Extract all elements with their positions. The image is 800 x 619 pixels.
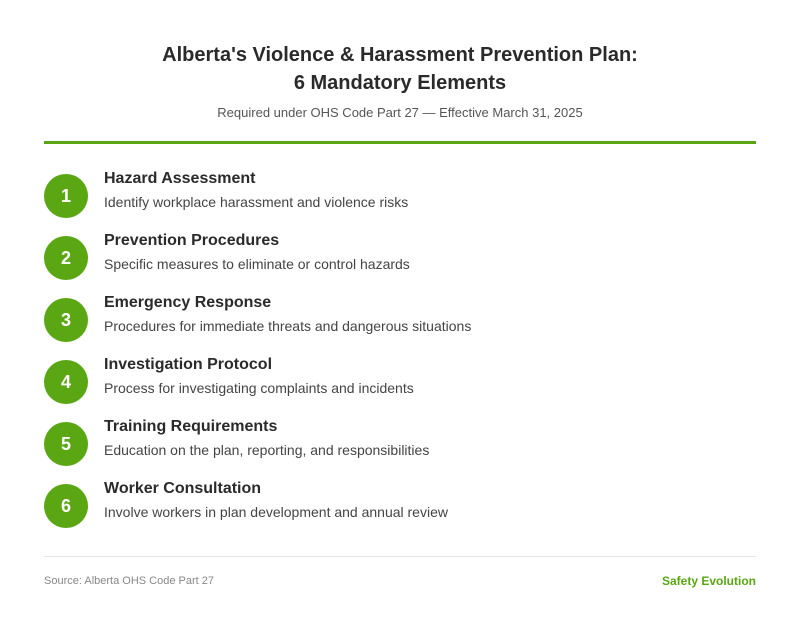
item-description: Specific measures to eliminate or control hazards xyxy=(104,256,410,272)
footer-divider xyxy=(44,556,756,557)
source-note: Source: Alberta OHS Code Part 27 xyxy=(44,575,214,587)
item-title: Emergency Response xyxy=(104,294,272,311)
header-divider xyxy=(44,141,756,144)
number-badge: 1 xyxy=(44,174,88,218)
title-line-2: 6 Mandatory Elements xyxy=(293,72,507,94)
item-description: Process for investigating complaints and incidents xyxy=(104,380,414,396)
title-line-1: Alberta's Violence & Harassment Prevention Plan: xyxy=(162,44,638,66)
number-badge: 2 xyxy=(44,236,88,280)
number-badge: 3 xyxy=(44,298,88,342)
list-item xyxy=(44,480,756,530)
number-badge: 4 xyxy=(44,360,88,404)
item-description: Procedures for immediate threats and dangerous situations xyxy=(104,318,472,334)
number-badge: 5 xyxy=(44,422,88,466)
subtitle: Required under OHS Code Part 27 — Effective March 31, 2025 xyxy=(217,105,583,120)
list-item xyxy=(44,170,756,220)
item-title: Prevention Procedures xyxy=(104,232,280,249)
item-title: Investigation Protocol xyxy=(104,356,273,373)
item-description: Involve workers in plan development and annual review xyxy=(104,504,448,520)
brand-name: Safety Evolution xyxy=(661,574,756,588)
list-item xyxy=(44,232,756,282)
number-badge: 6 xyxy=(44,484,88,528)
list-item xyxy=(44,418,756,468)
list-item xyxy=(44,356,756,406)
item-title: Hazard Assessment xyxy=(104,170,256,187)
item-description: Education on the plan, reporting, and responsibilities xyxy=(104,442,430,458)
page-title xyxy=(0,41,800,97)
item-title: Worker Consultation xyxy=(104,480,262,497)
item-description: Identify workplace harassment and violence risks xyxy=(104,194,409,210)
item-title: Training Requirements xyxy=(104,418,278,435)
list-item xyxy=(44,294,756,344)
